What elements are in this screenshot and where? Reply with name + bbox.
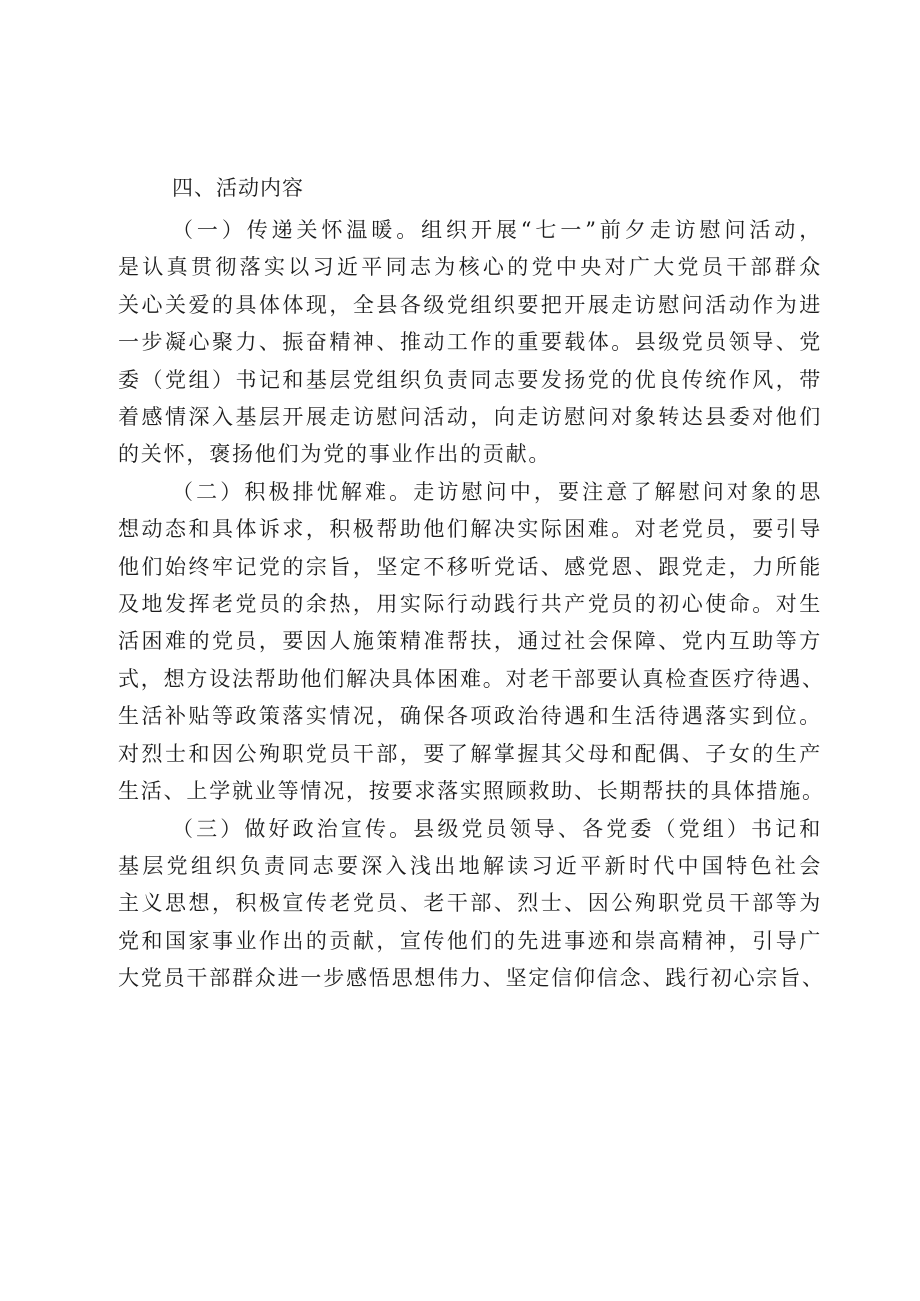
paragraph-line: 的关怀，褒扬他们为党的事业作出的贡献。	[118, 442, 552, 467]
paragraph-line: 主义思想，积极宣传老党员、老干部、烈士、因公殉职党员干部等为	[118, 891, 822, 916]
paragraph-line: 生活补贴等政策落实情况，确保各项政治待遇和生活待遇落实到位。	[118, 704, 822, 729]
paragraph-line: 党和国家事业作出的贡献，宣传他们的先进事迹和崇高精神，引导广	[118, 928, 822, 953]
paragraph-line: （一）传递关怀温暖。组织开展“七一”前夕走访慰问活动，	[172, 218, 822, 242]
paragraph-line: 生活、上学就业等情况，按要求落实照顾救助、长期帮扶的具体措施。	[118, 779, 825, 804]
paragraph-line: 想动态和具体诉求，积极帮助他们解决实际困难。对老党员，要引导	[118, 517, 822, 542]
paragraph-line: 着感情深入基层开展走访慰问活动，向走访慰问对象转达县委对他们	[118, 405, 822, 430]
paragraph-line: 基层党组织负责同志要深入浅出地解读习近平新时代中国特色社会	[118, 853, 822, 878]
paragraph-line: 关心关爱的具体体现，全县各级党组织要把开展走访慰问活动作为进	[118, 292, 822, 317]
paragraph-1	[118, 212, 822, 474]
document-body	[118, 212, 825, 998]
paragraph-3	[118, 811, 825, 998]
paragraph-line: 及地发挥老党员的余热，用实际行动践行共产党员的初心使命。对生	[118, 592, 822, 617]
paragraph-line: （二）积极排忧解难。走访慰问中，要注意了解慰问对象的思	[172, 479, 822, 504]
paragraph-line: （三）做好政治宣传。县级党员领导、各党委（党组）书记和	[172, 816, 822, 841]
paragraph-line: 是认真贯彻落实以习近平同志为核心的党中央对广大党员干部群众	[118, 255, 822, 280]
paragraph-2	[118, 474, 825, 811]
paragraph-line: 式，想方设法帮助他们解决具体困难。对老干部要认真检查医疗待遇、	[118, 666, 825, 691]
paragraph-line: 大党员干部群众进一步感悟思想伟力、坚定信仰信念、践行初心宗旨、	[118, 966, 825, 991]
section-heading: 四、活动内容	[172, 176, 304, 200]
paragraph-line: 活困难的党员，要因人施策精准帮扶，通过社会保障、党内互助等方	[118, 629, 822, 654]
paragraph-line: 对烈士和因公殉职党员干部，要了解掌握其父母和配偶、子女的生产	[118, 741, 822, 766]
paragraph-line: 一步凝心聚力、振奋精神、推动工作的重要载体。县级党员领导、党	[118, 330, 822, 355]
paragraph-line: 委（党组）书记和基层党组织负责同志要发扬党的优良传统作风，带	[118, 367, 822, 392]
paragraph-line: 他们始终牢记党的宗旨，坚定不移听党话、感党恩、跟党走，力所能	[118, 554, 822, 579]
